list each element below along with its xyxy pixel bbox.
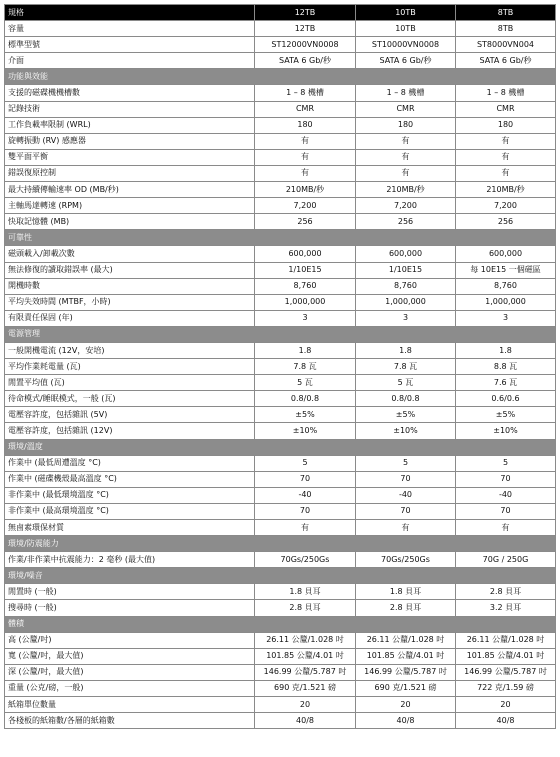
- table-row: [5, 214, 556, 230]
- spec-value-cell: 690 克/1.521 磅: [356, 680, 456, 696]
- spec-label-cell: 旋轉振動 (RV) 感應器: [5, 133, 255, 149]
- spec-value-cell: SATA 6 Gb/秒: [255, 53, 356, 69]
- spec-value-cell: 有: [255, 520, 356, 536]
- spec-label-cell: 標準型號: [5, 37, 255, 53]
- spec-value-cell: 256: [456, 214, 556, 230]
- spec-label-cell: 平均失效時間 (MTBF，小時): [5, 294, 255, 310]
- spec-value-cell: 5 瓦: [356, 375, 456, 391]
- spec-value-cell: 2.8 貝耳: [456, 584, 556, 600]
- spec-value-cell: 180: [356, 117, 456, 133]
- spec-value-cell: 有: [456, 165, 556, 181]
- spec-value-cell: 600,000: [255, 246, 356, 262]
- spec-label-cell: 搜尋時 (一般): [5, 600, 255, 616]
- spec-value-cell: 146.99 公釐/5.787 吋: [255, 664, 356, 680]
- spec-value-cell: 10TB: [356, 21, 456, 37]
- spec-value-cell: 7.8 瓦: [356, 359, 456, 375]
- spec-value-cell: 7,200: [456, 198, 556, 214]
- spec-label-cell: 作業中 (最低周遭溫度 °C): [5, 455, 255, 471]
- spec-value-cell: ±10%: [356, 423, 456, 439]
- spec-value-cell: 2.8 貝耳: [356, 600, 456, 616]
- spec-value-cell: 256: [356, 214, 456, 230]
- spec-value-cell: 7,200: [255, 198, 356, 214]
- spec-value-cell: -40: [456, 487, 556, 503]
- spec-value-cell: 210MB/秒: [456, 182, 556, 198]
- table-row: [5, 359, 556, 375]
- spec-value-cell: 101.85 公釐/4.01 吋: [456, 648, 556, 664]
- spec-value-cell: 3: [456, 310, 556, 326]
- spec-value-cell: ST12000VN0008: [255, 37, 356, 53]
- spec-value-cell: ±10%: [255, 423, 356, 439]
- spec-label-cell: 無法修復的讀取錯誤率 (最大): [5, 262, 255, 278]
- table-row: [5, 680, 556, 696]
- table-row: [5, 697, 556, 713]
- table-row: [5, 713, 556, 729]
- spec-value-cell: 5: [456, 455, 556, 471]
- table-row: [5, 198, 556, 214]
- spec-value-cell: 70: [356, 471, 456, 487]
- spec-label-cell: 容量: [5, 21, 255, 37]
- table-row: [5, 391, 556, 407]
- spec-value-cell: 146.99 公釐/5.787 吋: [456, 664, 556, 680]
- section-title: 電源管理: [5, 326, 556, 342]
- spec-value-cell: 5 瓦: [255, 375, 356, 391]
- header-capacity-8tb: 8TB: [456, 5, 556, 21]
- spec-value-cell: 7,200: [356, 198, 456, 214]
- spec-sheet: [4, 4, 555, 729]
- spec-value-cell: 8,760: [255, 278, 356, 294]
- spec-value-cell: 146.99 公釐/5.787 吋: [356, 664, 456, 680]
- spec-value-cell: 有: [255, 149, 356, 165]
- spec-value-cell: 1.8: [255, 342, 356, 358]
- spec-value-cell: 26.11 公釐/1.028 吋: [255, 632, 356, 648]
- spec-value-cell: CMR: [456, 101, 556, 117]
- table-row: [5, 117, 556, 133]
- table-row: [5, 342, 556, 358]
- spec-label-cell: 紙箱單位數量: [5, 697, 255, 713]
- spec-value-cell: 180: [255, 117, 356, 133]
- spec-label-cell: 平均作業耗電量 (瓦): [5, 359, 255, 375]
- spec-value-cell: 12TB: [255, 21, 356, 37]
- spec-value-cell: ST10000VN0008: [356, 37, 456, 53]
- section-header-row: [5, 568, 556, 584]
- spec-label-cell: 電壓容許度，包括雜訊 (12V): [5, 423, 255, 439]
- spec-value-cell: 40/8: [255, 713, 356, 729]
- spec-value-cell: 有: [456, 149, 556, 165]
- spec-value-cell: 2.8 貝耳: [255, 600, 356, 616]
- spec-label-cell: 閒置時 (一般): [5, 584, 255, 600]
- table-row: [5, 149, 556, 165]
- spec-label-cell: 重量 (公克/磅，一般): [5, 680, 255, 696]
- section-title: 環境/噪音: [5, 568, 556, 584]
- section-header-row: [5, 536, 556, 552]
- spec-value-cell: 1/10E15: [255, 262, 356, 278]
- spec-value-cell: 70: [456, 503, 556, 519]
- table-row: [5, 246, 556, 262]
- spec-value-cell: 有: [456, 133, 556, 149]
- spec-value-cell: 有: [356, 165, 456, 181]
- spec-value-cell: 70: [255, 503, 356, 519]
- spec-value-cell: 26.11 公釐/1.028 吋: [456, 632, 556, 648]
- spec-value-cell: 20: [356, 697, 456, 713]
- table-header-row: [5, 5, 556, 21]
- table-row: [5, 632, 556, 648]
- spec-value-cell: 1,000,000: [356, 294, 456, 310]
- section-title: 環境/防震能力: [5, 536, 556, 552]
- spec-value-cell: CMR: [255, 101, 356, 117]
- spec-value-cell: 210MB/秒: [255, 182, 356, 198]
- table-row: [5, 182, 556, 198]
- spec-value-cell: 180: [456, 117, 556, 133]
- table-row: [5, 664, 556, 680]
- spec-label-cell: 各棧板的紙箱數/各層的紙箱數: [5, 713, 255, 729]
- table-row: [5, 278, 556, 294]
- spec-label-cell: 開機時數: [5, 278, 255, 294]
- table-row: [5, 53, 556, 69]
- spec-value-cell: 1.8 貝耳: [255, 584, 356, 600]
- section-header-row: [5, 69, 556, 85]
- spec-label-cell: 記錄技術: [5, 101, 255, 117]
- table-row: [5, 407, 556, 423]
- spec-value-cell: 有: [356, 520, 456, 536]
- spec-value-cell: 40/8: [456, 713, 556, 729]
- section-header-row: [5, 439, 556, 455]
- spec-value-cell: 8.8 瓦: [456, 359, 556, 375]
- spec-table: [4, 4, 556, 729]
- spec-value-cell: 8,760: [356, 278, 456, 294]
- table-row: [5, 37, 556, 53]
- spec-label-cell: 雙平面平衡: [5, 149, 255, 165]
- section-header-row: [5, 230, 556, 246]
- spec-label-cell: 錯誤復原控制: [5, 165, 255, 181]
- spec-label-cell: 作業中 (磁碟機殼最高溫度 °C): [5, 471, 255, 487]
- spec-label-cell: 無鹵素環保材質: [5, 520, 255, 536]
- table-row: [5, 21, 556, 37]
- spec-value-cell: 有: [255, 133, 356, 149]
- spec-value-cell: 1 – 8 機槽: [456, 85, 556, 101]
- table-row: [5, 503, 556, 519]
- table-row: [5, 165, 556, 181]
- spec-value-cell: 有: [356, 133, 456, 149]
- spec-value-cell: 0.6/0.6: [456, 391, 556, 407]
- spec-value-cell: 70Gs/250Gs: [356, 552, 456, 568]
- table-row: [5, 423, 556, 439]
- table-row: [5, 455, 556, 471]
- spec-value-cell: SATA 6 Gb/秒: [456, 53, 556, 69]
- header-capacity-10tb: 10TB: [356, 5, 456, 21]
- spec-value-cell: 有: [356, 149, 456, 165]
- spec-value-cell: 101.85 公釐/4.01 吋: [356, 648, 456, 664]
- table-row: [5, 648, 556, 664]
- table-row: [5, 262, 556, 278]
- spec-label-cell: 深 (公釐/吋，最大值): [5, 664, 255, 680]
- spec-value-cell: 1.8 貝耳: [356, 584, 456, 600]
- spec-value-cell: 70G / 250G: [456, 552, 556, 568]
- spec-value-cell: 8TB: [456, 21, 556, 37]
- spec-value-cell: 1.8: [356, 342, 456, 358]
- spec-value-cell: 每 10E15 一個磁區: [456, 262, 556, 278]
- table-row: [5, 375, 556, 391]
- spec-value-cell: 256: [255, 214, 356, 230]
- spec-value-cell: 7.6 瓦: [456, 375, 556, 391]
- spec-label-cell: 非作業中 (最低環境溫度 °C): [5, 487, 255, 503]
- spec-label-cell: 高 (公釐/吋): [5, 632, 255, 648]
- spec-value-cell: 70: [356, 503, 456, 519]
- section-title: 體積: [5, 616, 556, 632]
- spec-label-cell: 最大持續傳輸速率 OD (MB/秒): [5, 182, 255, 198]
- table-row: [5, 133, 556, 149]
- spec-value-cell: -40: [255, 487, 356, 503]
- spec-value-cell: ±10%: [456, 423, 556, 439]
- spec-value-cell: 70: [255, 471, 356, 487]
- header-capacity-12tb: 12TB: [255, 5, 356, 21]
- section-header-row: [5, 326, 556, 342]
- table-row: [5, 487, 556, 503]
- spec-value-cell: 1,000,000: [456, 294, 556, 310]
- spec-value-cell: 1/10E15: [356, 262, 456, 278]
- spec-label-cell: 主軸馬達轉速 (RPM): [5, 198, 255, 214]
- spec-value-cell: 3: [255, 310, 356, 326]
- spec-value-cell: SATA 6 Gb/秒: [356, 53, 456, 69]
- spec-value-cell: 722 克/1.59 磅: [456, 680, 556, 696]
- spec-label-cell: 有限責任保固 (年): [5, 310, 255, 326]
- table-row: [5, 552, 556, 568]
- spec-value-cell: 5: [356, 455, 456, 471]
- spec-value-cell: ±5%: [356, 407, 456, 423]
- section-title: 功能與效能: [5, 69, 556, 85]
- table-body: [5, 21, 556, 729]
- table-row: [5, 471, 556, 487]
- table-row: [5, 85, 556, 101]
- table-row: [5, 584, 556, 600]
- spec-value-cell: 0.8/0.8: [255, 391, 356, 407]
- spec-value-cell: 8,760: [456, 278, 556, 294]
- spec-value-cell: 600,000: [356, 246, 456, 262]
- spec-value-cell: 5: [255, 455, 356, 471]
- table-row: [5, 101, 556, 117]
- spec-value-cell: 600,000: [456, 246, 556, 262]
- spec-value-cell: 20: [255, 697, 356, 713]
- spec-label-cell: 支援的磁碟機機槽數: [5, 85, 255, 101]
- spec-value-cell: 1 – 8 機槽: [356, 85, 456, 101]
- spec-value-cell: 1,000,000: [255, 294, 356, 310]
- table-row: [5, 520, 556, 536]
- spec-value-cell: 26.11 公釐/1.028 吋: [356, 632, 456, 648]
- table-row: [5, 600, 556, 616]
- spec-value-cell: ±5%: [255, 407, 356, 423]
- spec-label-cell: 一般開機電流 (12V，安培): [5, 342, 255, 358]
- spec-value-cell: 1 – 8 機槽: [255, 85, 356, 101]
- spec-value-cell: ST8000VN004: [456, 37, 556, 53]
- table-row: [5, 310, 556, 326]
- spec-value-cell: 70: [456, 471, 556, 487]
- spec-value-cell: 690 克/1.521 磅: [255, 680, 356, 696]
- spec-label-cell: 非作業中 (最高環境溫度 °C): [5, 503, 255, 519]
- spec-value-cell: -40: [356, 487, 456, 503]
- spec-label-cell: 電壓容許度，包括雜訊 (5V): [5, 407, 255, 423]
- spec-value-cell: 3: [356, 310, 456, 326]
- spec-value-cell: 70Gs/250Gs: [255, 552, 356, 568]
- section-title: 環境/溫度: [5, 439, 556, 455]
- spec-value-cell: 有: [255, 165, 356, 181]
- spec-label-cell: 作業/非作業中抗震能力：2 毫秒 (最大值): [5, 552, 255, 568]
- spec-value-cell: 101.85 公釐/4.01 吋: [255, 648, 356, 664]
- header-spec-label: 規格: [5, 5, 255, 21]
- spec-value-cell: 7.8 瓦: [255, 359, 356, 375]
- spec-label-cell: 寬 (公釐/吋，最大值): [5, 648, 255, 664]
- table-row: [5, 294, 556, 310]
- spec-label-cell: 待命模式/睡眠模式，一般 (瓦): [5, 391, 255, 407]
- spec-label-cell: 快取記憶體 (MB): [5, 214, 255, 230]
- spec-value-cell: CMR: [356, 101, 456, 117]
- spec-label-cell: 閒置平均值 (瓦): [5, 375, 255, 391]
- spec-value-cell: 40/8: [356, 713, 456, 729]
- spec-value-cell: 20: [456, 697, 556, 713]
- section-header-row: [5, 616, 556, 632]
- spec-value-cell: ±5%: [456, 407, 556, 423]
- spec-label-cell: 工作負載率限制 (WRL): [5, 117, 255, 133]
- spec-value-cell: 0.8/0.8: [356, 391, 456, 407]
- section-title: 可靠性: [5, 230, 556, 246]
- spec-label-cell: 介面: [5, 53, 255, 69]
- spec-value-cell: 3.2 貝耳: [456, 600, 556, 616]
- spec-label-cell: 磁頭載入/卸載次數: [5, 246, 255, 262]
- spec-value-cell: 有: [456, 520, 556, 536]
- spec-value-cell: 210MB/秒: [356, 182, 456, 198]
- spec-value-cell: 1.8: [456, 342, 556, 358]
